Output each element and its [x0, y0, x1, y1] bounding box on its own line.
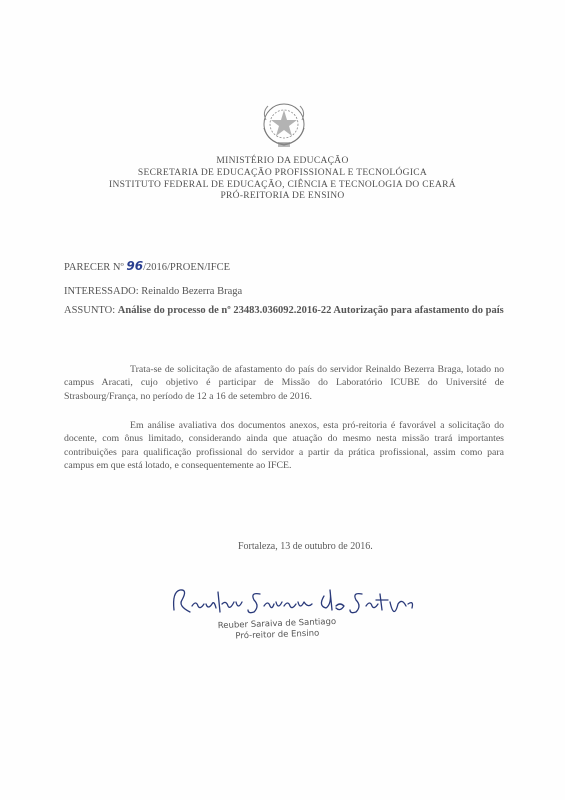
place-and-date: Fortaleza, 13 de outubro de 2016.	[238, 541, 373, 552]
header-pro-rectorate: PRÓ-REITORIA DE ENSINO	[220, 191, 345, 202]
subject-text: Análise do processo de nº 23483.036092.2016-22 Autorização para afastamento do país	[117, 305, 504, 316]
signer-title: Pró-reitor de Ensino	[235, 628, 320, 642]
subject-line	[64, 304, 504, 318]
subject-label: ASSUNTO:	[64, 305, 118, 316]
parecer-suffix: /2016/PROEN/IFCE	[143, 262, 231, 273]
header-secretariat: SECRETARIA DE EDUCAÇÃO PROFISSIONAL E TECNOLÓGICA	[137, 167, 428, 178]
signer-name: Reuber Saraiva de Santiago	[217, 616, 337, 632]
header-institute: INSTITUTO FEDERAL DE EDUCAÇÃO, CIÊNCIA E TECNOLOGIA DO CEARÁ	[109, 179, 456, 190]
parecer-number-line	[64, 259, 230, 273]
body-paragraph-1: Trata-se de solicitação de afastamento do país do servidor Reinaldo Bezerra Braga, lotado no campus Aracati, cujo objetivo é participar de Missão do Laboratório ICUBE do Université de Strasbourg/França, no período de 12 a 16 de setembro de 2016.	[64, 364, 504, 402]
parecer-handwritten-number: 96	[126, 259, 144, 273]
coat-of-arms-icon	[258, 98, 310, 150]
body-paragraph-2: Em análise avaliativa dos documentos anexos, esta pró-reitoria é favorável a solicitação do docente, com ônus limitado, considerando ainda que atuação do mesmo nesta missão trará importantes contribuições para qualificação profissional do servidor a partir da prática profissional, assim como para campus em que está lotado, e consequentemente ao IFCE.	[64, 420, 504, 472]
signer-block	[218, 617, 337, 643]
handwritten-signature	[168, 580, 418, 622]
interested-party-line: INTERESSADO: Reinaldo Bezerra Braga	[64, 286, 243, 297]
institution-header	[60, 156, 505, 203]
header-ministry: MINISTÉRIO DA EDUCAÇÃO	[216, 156, 349, 166]
parecer-prefix: PARECER Nº	[64, 262, 127, 273]
